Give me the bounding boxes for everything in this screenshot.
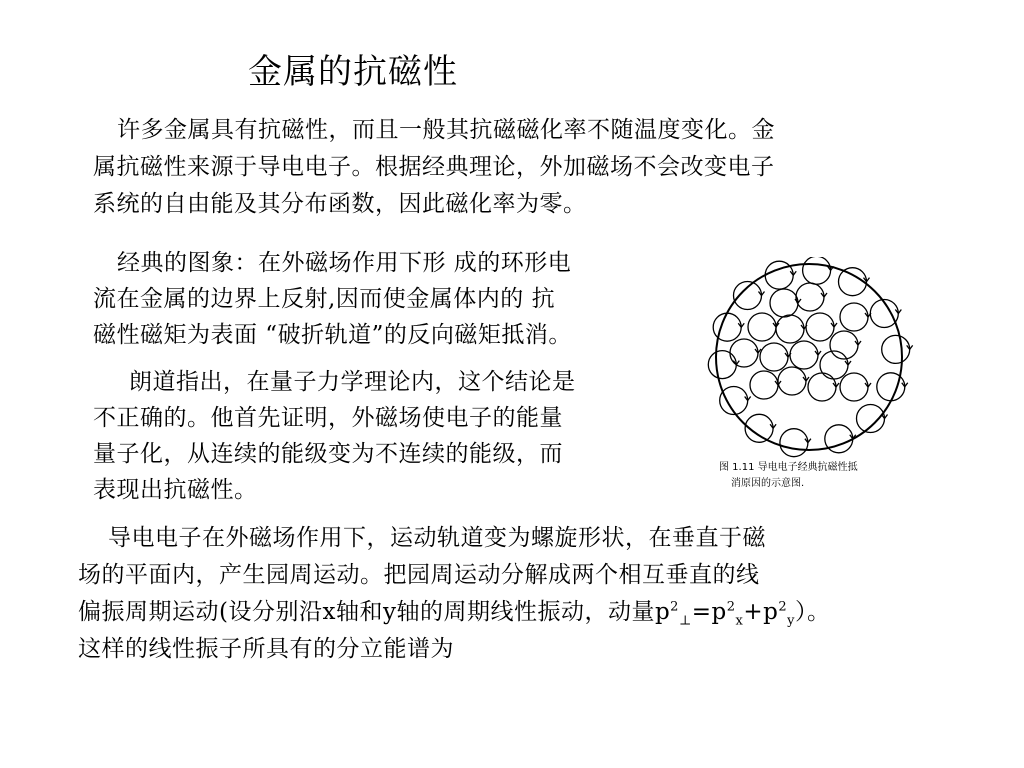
text-line: 导电电子在外磁场作用下，运动轨道变为螺旋形状，在垂直于磁 [108,525,766,551]
text-line: 属抗磁性来源于导电电子。根据经典理论，外加磁场不会改变电子 [93,154,775,180]
metal-boundary-circle [716,264,902,450]
electron-orbit [708,351,736,379]
text-fragment: =p [691,599,727,625]
momentum-equation-line [78,594,958,631]
paragraph-landau [93,364,683,508]
text-line: 流在金属的边界上反射,因而使金属体内的 抗 [93,286,556,312]
electron-orbit [750,371,778,399]
electron-orbit [806,313,834,341]
superscript: 2 [726,599,736,615]
caption-line: 消原因的示意图. [731,478,805,489]
superscript: 2 [670,599,679,615]
electron-orbit [825,425,853,453]
electron-orbit [776,315,804,343]
text-line: 量子化，从连续的能级变为不连续的能级，而 [93,441,563,467]
subscript: y [787,613,795,629]
paragraph-intro [93,112,923,223]
electron-orbit [780,429,808,457]
text-line: 系统的自由能及其分布函数，因此磁化率为零。 [93,191,587,217]
text-line: 磁性磁矩为表面 “破折轨道”的反向磁矩抵消。 [93,322,572,348]
text-line: 表现出抗磁性。 [93,477,258,503]
text-line: 这样的线性振子所具有的分立能谱为 [78,636,454,662]
electron-orbit [808,373,836,401]
electron-orbit [840,303,868,331]
electron-orbit [857,405,885,433]
subscript: ⊥ [678,613,692,629]
page-title: 金属的抗磁性 [248,52,458,92]
electron-orbit [840,373,868,401]
text-line: 经典的图象：在外磁场作用下形 成的环形电 [117,250,572,276]
electron-orbit [713,313,741,341]
text-line: 许多金属具有抗磁性，而且一般其抗磁磁化率不随温度变化。金 [117,117,775,143]
electron-orbit [882,335,910,363]
paragraph-classical-picture [93,245,693,353]
text-line: 朗道指出，在量子力学理论内，这个结论是 [129,369,576,395]
electron-orbit [748,313,776,341]
text-line: 场的平面内，产生园周运动。把园周运动分解成两个相互垂直的线 [78,562,760,588]
text-fragment: 偏振周期运动(设分别沿x轴和y轴的周期线性振动，动量p [78,599,671,625]
text-line: 不正确的。他首先证明，外磁场使电子的能量 [93,405,563,431]
superscript: 2 [778,599,788,615]
electron-orbit [770,289,798,317]
text-fragment: ）。 [794,599,831,625]
electron-orbit [877,373,905,401]
electron-orbit [803,257,831,284]
subscript: x [735,613,744,629]
figure-caption [719,460,909,492]
text-fragment: +p [743,599,779,625]
electron-orbit [790,341,818,369]
paragraph-helical-motion [78,520,958,668]
caption-line: 图 1.11 导电电子经典抗磁性抵 [719,462,858,473]
electron-orbit [778,367,806,395]
orbit-group [708,257,912,457]
electron-orbit [760,343,788,371]
electron-orbit [765,261,793,289]
electron-orbit [734,282,762,310]
electron-orbit [796,283,824,311]
